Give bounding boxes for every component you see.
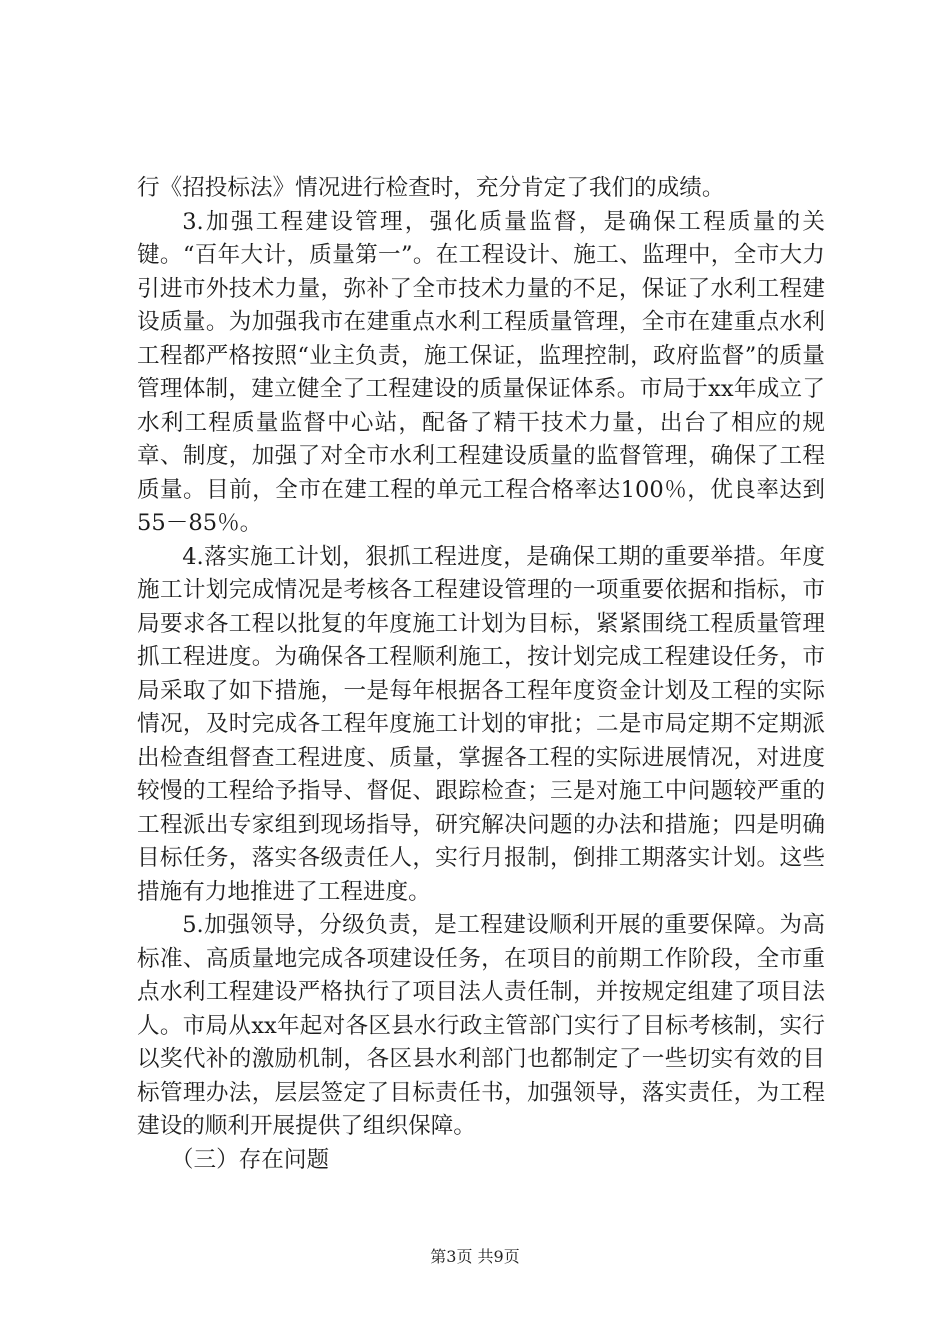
paragraph-continuation: 行《招投标法》情况进行检查时，充分肯定了我们的成绩。 (137, 175, 725, 201)
section-heading: （三）存在问题 (170, 1146, 330, 1173)
paragraph-item-5: 5.加强领导，分级负责，是工程建设顺利开展的重要保障。为高标准、高质量地完成各项建设任务，在项目的前期工作阶段，全市重点水利工程建设严格执行了项目法人责任制，并按规定组建了项目法人。市局从xx年起对各区县水行政主管部门实行了目标考核制，实行以奖代补的激励机制，各区县水利部门也都制定了一些切实有效的目标管理办法，层层签定了目标责任书，加强领导，落实责任，为工程建设的顺利开展提供了组织保障。 (137, 912, 825, 1139)
paragraph-item-4: 4.落实施工计划，狠抓工程进度，是确保工期的重要举措。年度施工计划完成情况是考核各工程建设管理的一项重要依据和指标，市局要求各工程以批复的年度施工计划为目标，紧紧围绕工程质量管理抓工程进度。为确保各工程顺利施工，按计划完成工程建设任务，市局采取了如下措施，一是每年根据各工程年度资金计划及工程的实际情况，及时完成各工程年度施工计划的审批；二是市局定期不定期派出检查组督查工程进度、质量，掌握各工程的实际进展情况，对进度较慢的工程给予指导、督促、跟踪检查；三是对施工中问题较严重的工程派出专家组到现场指导，研究解决问题的办法和措施；四是明确目标任务，落实各级责任人，实行月报制，倒排工期落实计划。这些措施有力地推进了工程进度。 (137, 543, 825, 905)
paragraph-item-3: 3.加强工程建设管理，强化质量监督，是确保工程质量的关键。“百年大计，质量第一”。在工程设计、施工、监理中，全市大力引进市外技术力量，弥补了全市技术力量的不足，保证了水利工程建设质量。为加强我市在建重点水利工程质量管理，全市在建重点水利工程都严格按照“业主负责，施工保证，监理控制，政府监督”的质量管理体制，建立健全了工程建设的质量保证体系。市局于xx年成立了水利工程质量监督中心站，配备了精干技术力量，出台了相应的规章、制度，加强了对全市水利工程建设质量的监督管理，确保了工程质量。目前，全市在建工程的单元工程合格率达100％，优良率达到55－85％。 (137, 208, 825, 536)
document-body (137, 172, 825, 1177)
page-footer: 第3页 共9页 (430, 1247, 520, 1266)
